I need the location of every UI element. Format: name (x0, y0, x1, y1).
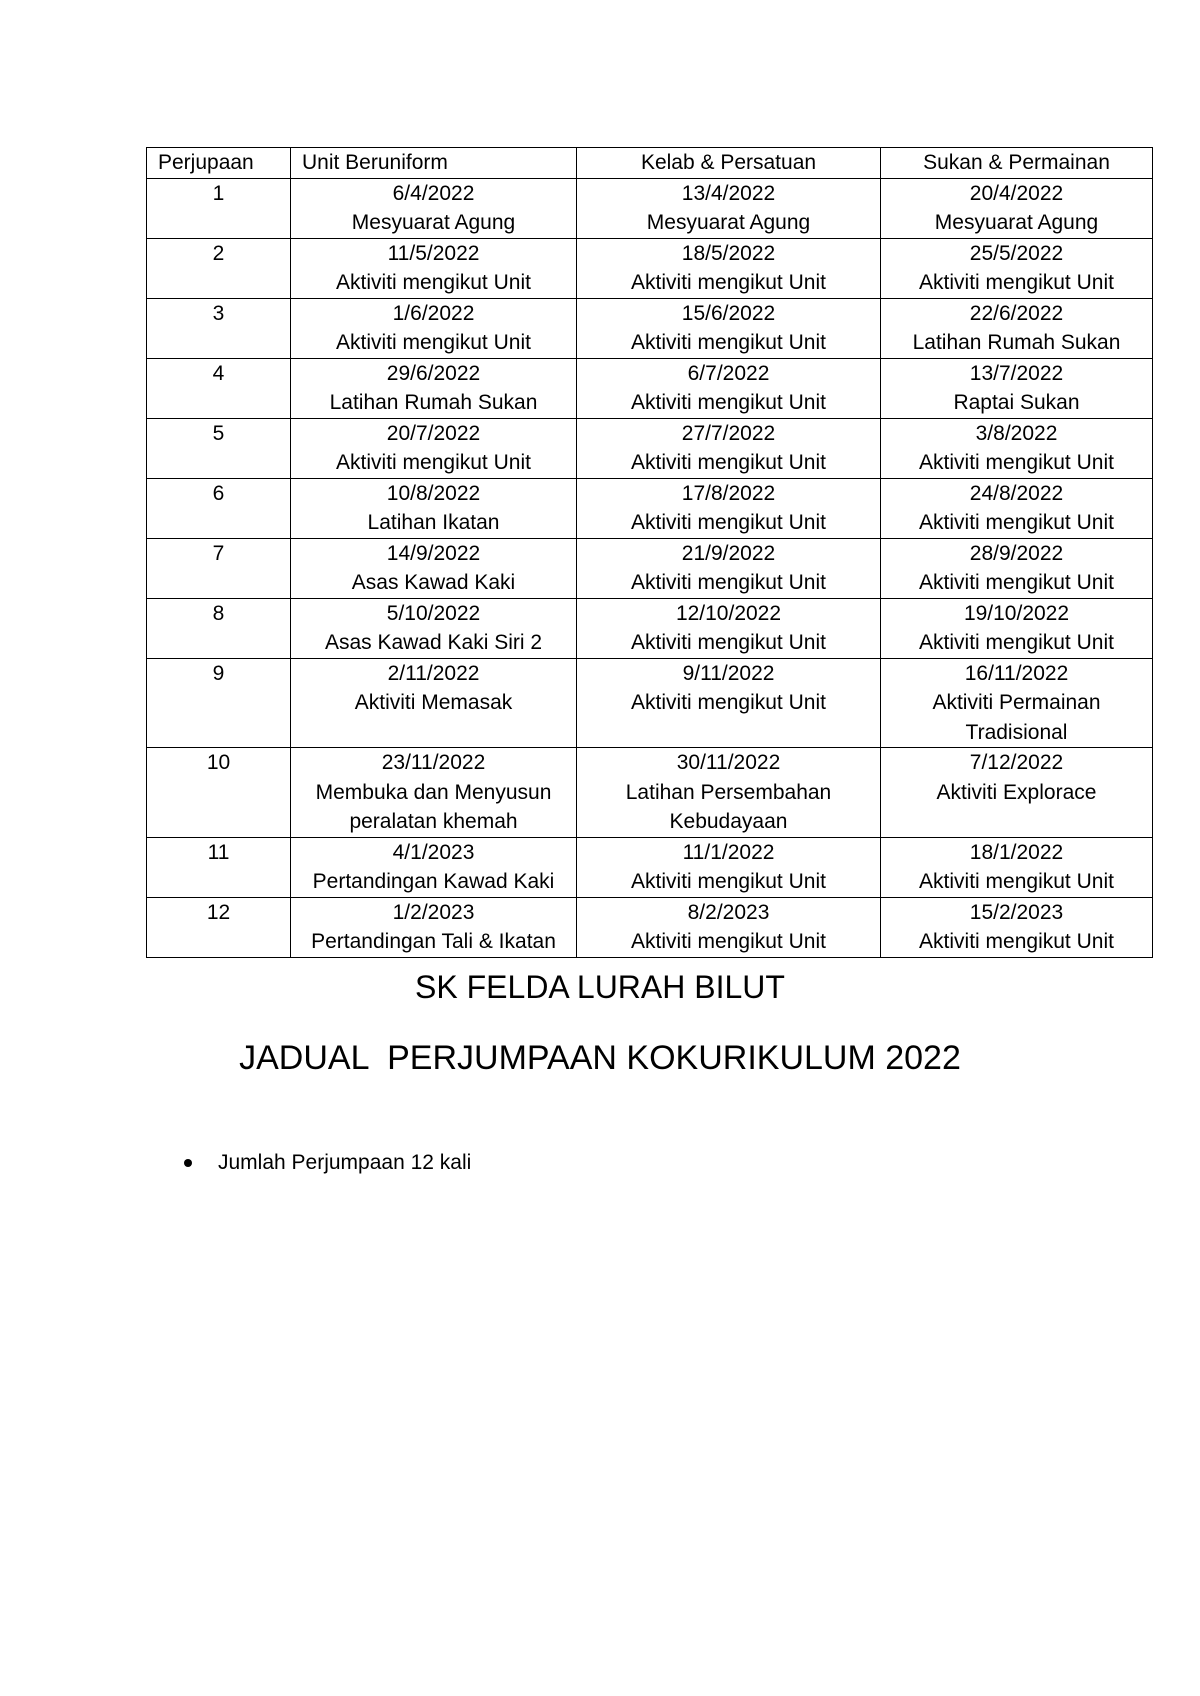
table-body (147, 178, 1153, 957)
session-cell (577, 598, 881, 658)
header-clubs-societies: Kelab & Persatuan (577, 148, 881, 179)
session-activity: Aktiviti mengikut Unit (336, 331, 531, 354)
session-cell (881, 538, 1153, 598)
header-meeting-number: Perjupaan (147, 148, 291, 179)
session-activity: Aktiviti mengikut Unit (919, 930, 1114, 953)
session-activity: Aktiviti mengikut Unit (631, 930, 826, 953)
session-cell (291, 478, 577, 538)
session-cell (291, 418, 577, 478)
session-date: 4/1/2023 (392, 840, 475, 864)
session-cell (291, 837, 577, 897)
session-activity: Aktiviti mengikut Unit (631, 391, 826, 414)
session-date: 9/11/2022 (682, 661, 775, 685)
table-header-row (147, 148, 1153, 179)
session-cell (577, 298, 881, 358)
session-date: 13/7/2022 (969, 361, 1064, 385)
session-activity: Aktiviti mengikut Unit (631, 511, 826, 534)
session-date: 2/11/2022 (387, 661, 480, 685)
session-activity: Aktiviti Memasak (354, 691, 513, 714)
session-date: 11/1/2022 (682, 840, 775, 864)
schedule-table (146, 147, 1153, 958)
session-cell (291, 897, 577, 957)
table-row (147, 238, 1153, 298)
meeting-number-cell: 10 (147, 748, 291, 838)
session-date: 7/12/2022 (969, 751, 1064, 774)
session-activity: Aktiviti mengikut Unit (919, 631, 1114, 654)
session-cell (881, 178, 1153, 238)
session-date: 18/5/2022 (681, 241, 776, 265)
session-activity: Pertandingan Kawad Kaki (312, 870, 555, 893)
session-activity: Mesyuarat Agung (351, 211, 516, 234)
session-cell (881, 298, 1153, 358)
session-cell (291, 298, 577, 358)
meeting-number-cell: 4 (147, 358, 291, 418)
session-cell (881, 598, 1153, 658)
session-date: 27/7/2022 (681, 421, 776, 445)
session-activity: Latihan Persembahan Kebudayaan (625, 780, 832, 833)
session-cell (577, 897, 881, 957)
session-date: 14/9/2022 (386, 541, 481, 565)
session-cell (577, 658, 881, 748)
session-date: 15/6/2022 (681, 301, 776, 325)
session-activity: Asas Kawad Kaki (351, 571, 516, 594)
meeting-number-cell: 2 (147, 238, 291, 298)
session-activity: Latihan Ikatan (367, 511, 500, 534)
session-date: 10/8/2022 (386, 481, 481, 505)
session-cell (881, 748, 1153, 838)
session-cell (291, 358, 577, 418)
session-cell (881, 418, 1153, 478)
session-activity: Membuka dan Menyusun peralatan khemah (315, 780, 552, 833)
session-date: 11/5/2022 (387, 241, 480, 265)
session-cell (577, 478, 881, 538)
session-activity: Aktiviti mengikut Unit (631, 691, 826, 714)
session-date: 18/1/2022 (969, 840, 1064, 864)
session-activity: Latihan Rumah Sukan (329, 391, 538, 414)
table-row (147, 598, 1153, 658)
session-activity: Aktiviti Explorace (936, 780, 1097, 804)
table-row (147, 178, 1153, 238)
session-date: 25/5/2022 (969, 241, 1064, 265)
session-cell (291, 238, 577, 298)
session-activity: Aktiviti mengikut Unit (631, 631, 826, 654)
session-activity: Aktiviti mengikut Unit (631, 451, 826, 474)
session-activity: Latihan Rumah Sukan (912, 331, 1121, 354)
session-activity: Asas Kawad Kaki Siri 2 (324, 631, 543, 654)
session-date: 30/11/2022 (676, 751, 781, 774)
session-activity: Aktiviti mengikut Unit (631, 870, 826, 893)
session-cell (291, 538, 577, 598)
session-cell (291, 748, 577, 838)
session-date: 16/11/2022 (964, 661, 1069, 685)
session-date: 6/7/2022 (687, 361, 770, 385)
session-activity: Mesyuarat Agung (934, 211, 1099, 234)
session-date: 28/9/2022 (969, 541, 1064, 565)
session-date: 13/4/2022 (681, 181, 776, 205)
meeting-number-cell: 11 (147, 837, 291, 897)
session-date: 29/6/2022 (386, 361, 481, 385)
note-text: Jumlah Perjumpaan 12 kali (218, 1151, 472, 1174)
session-cell (881, 478, 1153, 538)
table-row (147, 748, 1153, 838)
session-date: 8/2/2023 (687, 900, 770, 924)
meeting-number-cell: 5 (147, 418, 291, 478)
bullet-marker (184, 1159, 192, 1167)
session-activity: Aktiviti mengikut Unit (631, 331, 826, 354)
session-date: 21/9/2022 (681, 541, 776, 565)
session-activity: Aktiviti mengikut Unit (631, 571, 826, 594)
session-activity: Aktiviti mengikut Unit (336, 451, 531, 474)
table-row (147, 298, 1153, 358)
meeting-number-cell: 3 (147, 298, 291, 358)
note-item (0, 1148, 1200, 1178)
session-date: 5/10/2022 (386, 601, 481, 625)
session-date: 20/4/2022 (969, 181, 1064, 205)
session-date: 12/10/2022 (675, 601, 782, 625)
session-activity: Aktiviti mengikut Unit (919, 451, 1114, 474)
meeting-number-cell: 1 (147, 178, 291, 238)
schedule-title: JADUAL PERJUMPAAN KOKURIKULUM 2022 (239, 1039, 961, 1077)
school-name-title: SK FELDA LURAH BILUT (415, 969, 785, 1005)
session-cell (577, 538, 881, 598)
table-row (147, 358, 1153, 418)
meeting-number-cell: 7 (147, 538, 291, 598)
session-activity: Aktiviti mengikut Unit (336, 271, 531, 294)
session-date: 15/2/2023 (969, 900, 1064, 924)
session-activity: Aktiviti Permainan Tradisional (932, 691, 1101, 744)
session-date: 6/4/2022 (392, 181, 475, 205)
session-date: 17/8/2022 (681, 481, 776, 505)
session-date: 1/6/2022 (392, 301, 475, 325)
table-row (147, 478, 1153, 538)
session-activity: Aktiviti mengikut Unit (919, 271, 1114, 294)
session-cell (881, 238, 1153, 298)
meeting-number-cell: 6 (147, 478, 291, 538)
session-cell (291, 658, 577, 748)
session-cell (577, 748, 881, 838)
meeting-number-cell: 8 (147, 598, 291, 658)
meeting-number-cell: 12 (147, 897, 291, 957)
session-cell (577, 418, 881, 478)
session-cell (881, 897, 1153, 957)
session-activity: Aktiviti mengikut Unit (919, 511, 1114, 534)
table-row (147, 837, 1153, 897)
session-activity: Aktiviti mengikut Unit (919, 870, 1114, 893)
session-cell (291, 598, 577, 658)
note-list (0, 1148, 1200, 1178)
session-date: 20/7/2022 (386, 421, 481, 445)
session-activity: Aktiviti mengikut Unit (919, 571, 1114, 594)
table-row (147, 418, 1153, 478)
table-row (147, 538, 1153, 598)
session-cell (577, 837, 881, 897)
session-activity: Pertandingan Tali & Ikatan (311, 930, 556, 953)
session-cell (291, 178, 577, 238)
header-uniform-unit: Unit Beruniform (291, 148, 577, 179)
meeting-number-cell: 9 (147, 658, 291, 748)
session-cell (881, 837, 1153, 897)
session-date: 24/8/2022 (969, 481, 1064, 505)
session-cell (577, 358, 881, 418)
session-cell (881, 358, 1153, 418)
session-date: 1/2/2023 (392, 900, 475, 924)
session-activity: Mesyuarat Agung (646, 211, 811, 234)
session-date: 19/10/2022 (963, 601, 1070, 625)
session-date: 22/6/2022 (969, 301, 1064, 325)
session-cell (577, 178, 881, 238)
session-cell (577, 238, 881, 298)
table-row (147, 897, 1153, 957)
header-sports-games: Sukan & Permainan (881, 148, 1153, 179)
session-activity: Aktiviti mengikut Unit (631, 271, 826, 294)
session-cell (881, 658, 1153, 748)
table-row (147, 658, 1153, 748)
session-activity: Raptai Sukan (953, 391, 1080, 414)
session-date: 3/8/2022 (975, 421, 1058, 445)
session-date: 23/11/2022 (381, 751, 486, 774)
